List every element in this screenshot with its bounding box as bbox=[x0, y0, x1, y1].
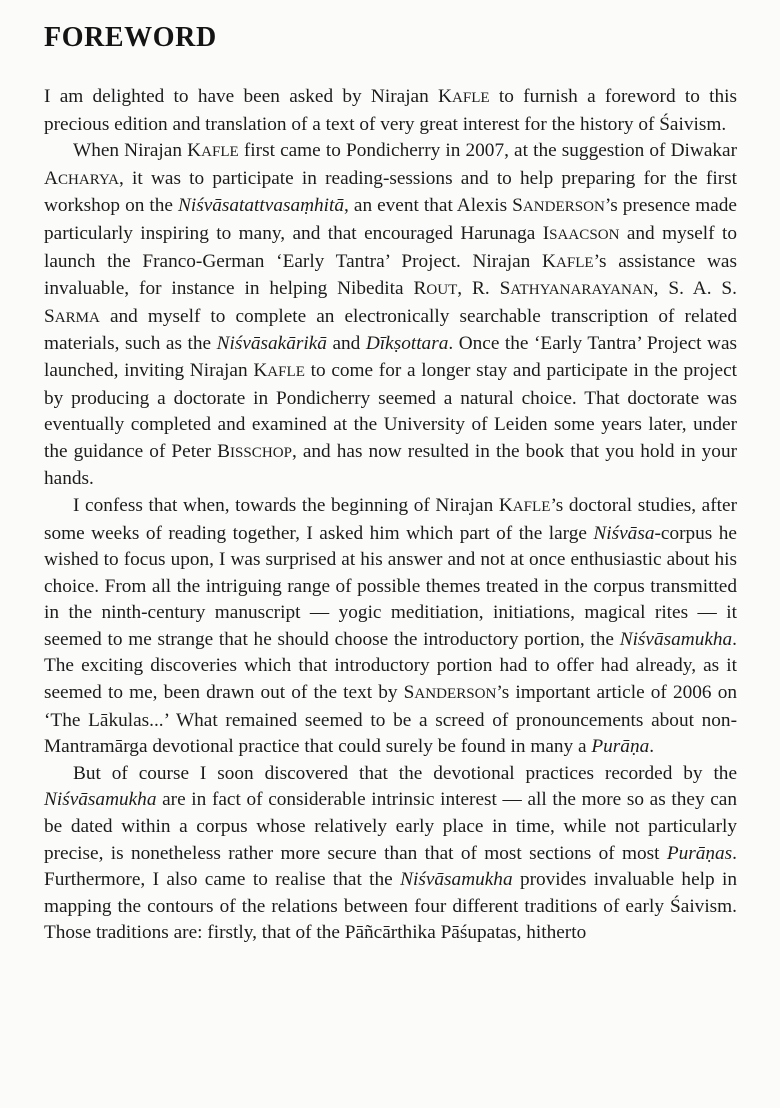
page-title: FOREWORD bbox=[44, 22, 217, 53]
small-caps-name: SANDERSON bbox=[403, 682, 497, 704]
small-caps-name: SATHYANARAYANAN bbox=[499, 278, 654, 300]
small-caps-name: ACHARYA bbox=[44, 167, 120, 189]
small-caps-name: SARMA bbox=[44, 305, 100, 327]
paragraph: I am delighted to have been asked by Nirajan KAFLE to furnish a foreword to this precious edition and translation of a text of very great interest for the history of Śaivism. bbox=[44, 86, 737, 135]
small-caps-name: KAFLE bbox=[187, 140, 239, 162]
paragraph: When Nirajan KAFLE first came to Pondicherry in 2007, at the suggestion of Diwakar ACHARYA, it was to participate in reading-sessions and to help preparing for the first workshop on the Niśvāsatattvasaṃhitā, an event that Alexis SANDERSON’s presence made particularly inspiring to many, and that encouraged Harunaga ISAACSON and myself to launch the Franco-German ‘Early Tantra’ Project. Nirajan KAFLE’s assistance was invaluable, for instance in helping Nibedita ROUT, R. SATHYANARAYANAN, S. A. S. SARMA and myself to complete an electronically searchable transcription of related materials, such as the Niśvāsakārikā and Dīkṣottara. Once the ‘Early Tantra’ Project was launched, inviting Nirajan KAFLE to come for a longer stay and participate in the project by producing a doctorate in Pondicherry seemed a natural choice. That doctorate was eventually completed and examined at the University of Leiden some years later, under the guidance of Peter BISSCHOP, and has now resulted in the book that you hold in your hands. bbox=[44, 140, 738, 490]
paragraph: But of course I soon discovered that the devotional practices recorded by the Niśvāsamukha are in fact of considerable intrinsic interest — all the more so as they can be dated within a corpus whose relatively early place in time, while not particularly precise, is nonetheless rather more secure than that of most sections of most Purāṇas. Furthermore, I also came to realise that the Niśvāsamukha provides invaluable help in mapping the contours of the relations between four different traditions of early Śaivism. Those traditions are: firstly, that of the Pāñcārthika Pāśupatas, hitherto bbox=[44, 762, 737, 944]
small-caps-name: KAFLE bbox=[542, 250, 594, 272]
paragraph: I confess that when, towards the beginning of Nirajan KAFLE’s doctoral studies, after some weeks of reading together, I asked him which part of the large Niśvāsa-corpus he wished to focus upon, I was surprised at his answer and not at once enthusiastic about his choice. From all the intriguing range of possible themes treated in the corpus transmitted in the ninth-century manuscript — yogic meditiation, initiations, magical rites — it seemed to me strange that he should choose the introductory portion, the Niśvāsamukha. The exciting discoveries which that introductory portion had to offer had already, as it seemed to me, been drawn out of the text by SANDERSON’s important article of 2006 on ‘The Lākulas...’ What remained seemed to be a screed of pronouncements about non-Mantramārga devotional practice that could surely be found in many a Purāṇa. bbox=[44, 494, 737, 758]
small-caps-name: KAFLE bbox=[438, 86, 490, 107]
small-caps-name: ROUT bbox=[413, 278, 458, 300]
small-caps-name: KAFLE bbox=[253, 359, 305, 381]
small-caps-name: KAFLE bbox=[498, 494, 551, 516]
small-caps-name: ISAACSON bbox=[542, 222, 620, 244]
foreword-text bbox=[44, 84, 737, 947]
small-caps-name: SANDERSON bbox=[512, 195, 605, 217]
small-caps-name: BISSCHOP bbox=[217, 440, 292, 462]
